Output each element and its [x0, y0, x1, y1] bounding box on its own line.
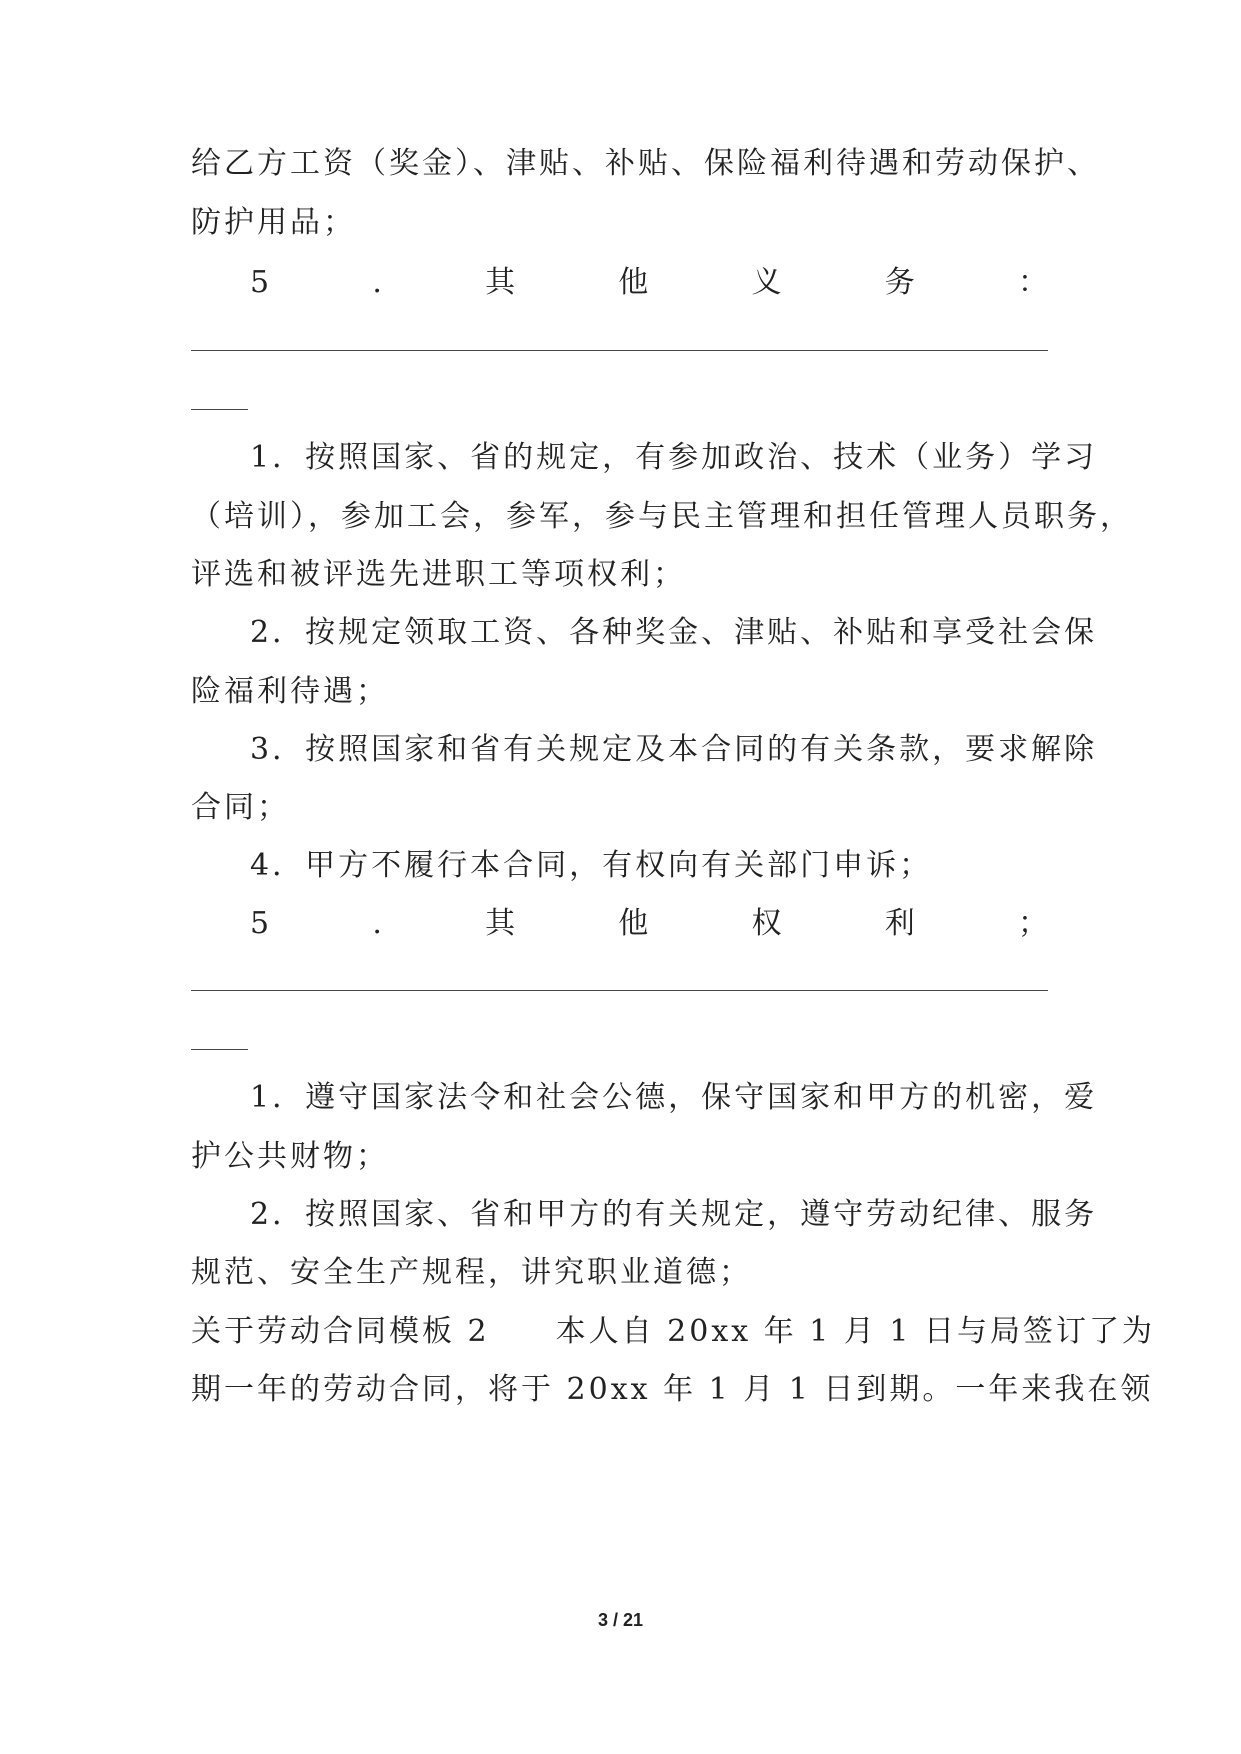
text-line: 评选和被评选先进职工等项权利； — [191, 557, 686, 592]
item-semicolon: ； — [1017, 906, 1048, 941]
item-char: 其 — [485, 906, 516, 941]
item-char: 他 — [618, 265, 649, 300]
item-period: . — [372, 265, 382, 300]
fill-in-blank-line — [191, 1049, 248, 1050]
page-number: 3 / 21 — [597, 1610, 644, 1630]
item-char: 务 — [884, 265, 915, 300]
item-period: . — [372, 906, 382, 941]
item-number: 5 — [250, 265, 270, 300]
item-char: 他 — [618, 906, 649, 941]
text-line: 4．甲方不履行本合同，有权向有关部门申诉； — [250, 848, 933, 883]
text-line: 期一年的劳动合同，将于 20xx 年 1 月 1 日到期。一年来我在领 — [191, 1372, 1154, 1407]
item-char: 利 — [884, 906, 915, 941]
text-line: 防护用品； — [191, 205, 356, 240]
text-line: 2．按照国家、省和甲方的有关规定，遵守劳动纪律、服务 — [250, 1197, 1098, 1232]
item-char: 权 — [751, 906, 782, 941]
item-colon: ： — [1017, 265, 1048, 300]
text-line: 3．按照国家和省有关规定及本合同的有关条款，要求解除 — [250, 732, 1098, 767]
text-line: 给乙方工资（奖金）、津贴、补贴、保险福利待遇和劳动保护、 — [191, 146, 1100, 181]
text-line: 1．遵守国家法令和社会公德，保守国家和甲方的机密，爱 — [250, 1080, 1098, 1115]
text-line: 护公共财物； — [191, 1139, 389, 1174]
item-char: 义 — [751, 265, 782, 300]
text-line: 2．按规定领取工资、各种奖金、津贴、补贴和享受社会保 — [250, 615, 1098, 650]
item-5-other-duties — [250, 250, 1048, 316]
fill-in-blank-line — [191, 350, 1048, 351]
text-line: 规范、安全生产规程，讲究职业道德； — [191, 1255, 752, 1290]
text-line: 1．按照国家、省的规定，有参加政治、技术（业务）学习 — [250, 440, 1098, 475]
text-line: （培训），参加工会，参军，参与民主管理和担任管理人员职务， — [191, 499, 1133, 534]
text-line: 险福利待遇； — [191, 674, 389, 709]
fill-in-blank-line — [191, 409, 248, 410]
item-number: 5 — [250, 906, 270, 941]
fill-in-blank-line — [191, 990, 1048, 991]
text-line: 关于劳动合同模板 2 本人自 20xx 年 1 月 1 日与局签订了为 — [191, 1314, 1156, 1349]
item-5-other-rights — [250, 891, 1048, 957]
text-line: 合同； — [191, 790, 290, 825]
item-char: 其 — [485, 265, 516, 300]
